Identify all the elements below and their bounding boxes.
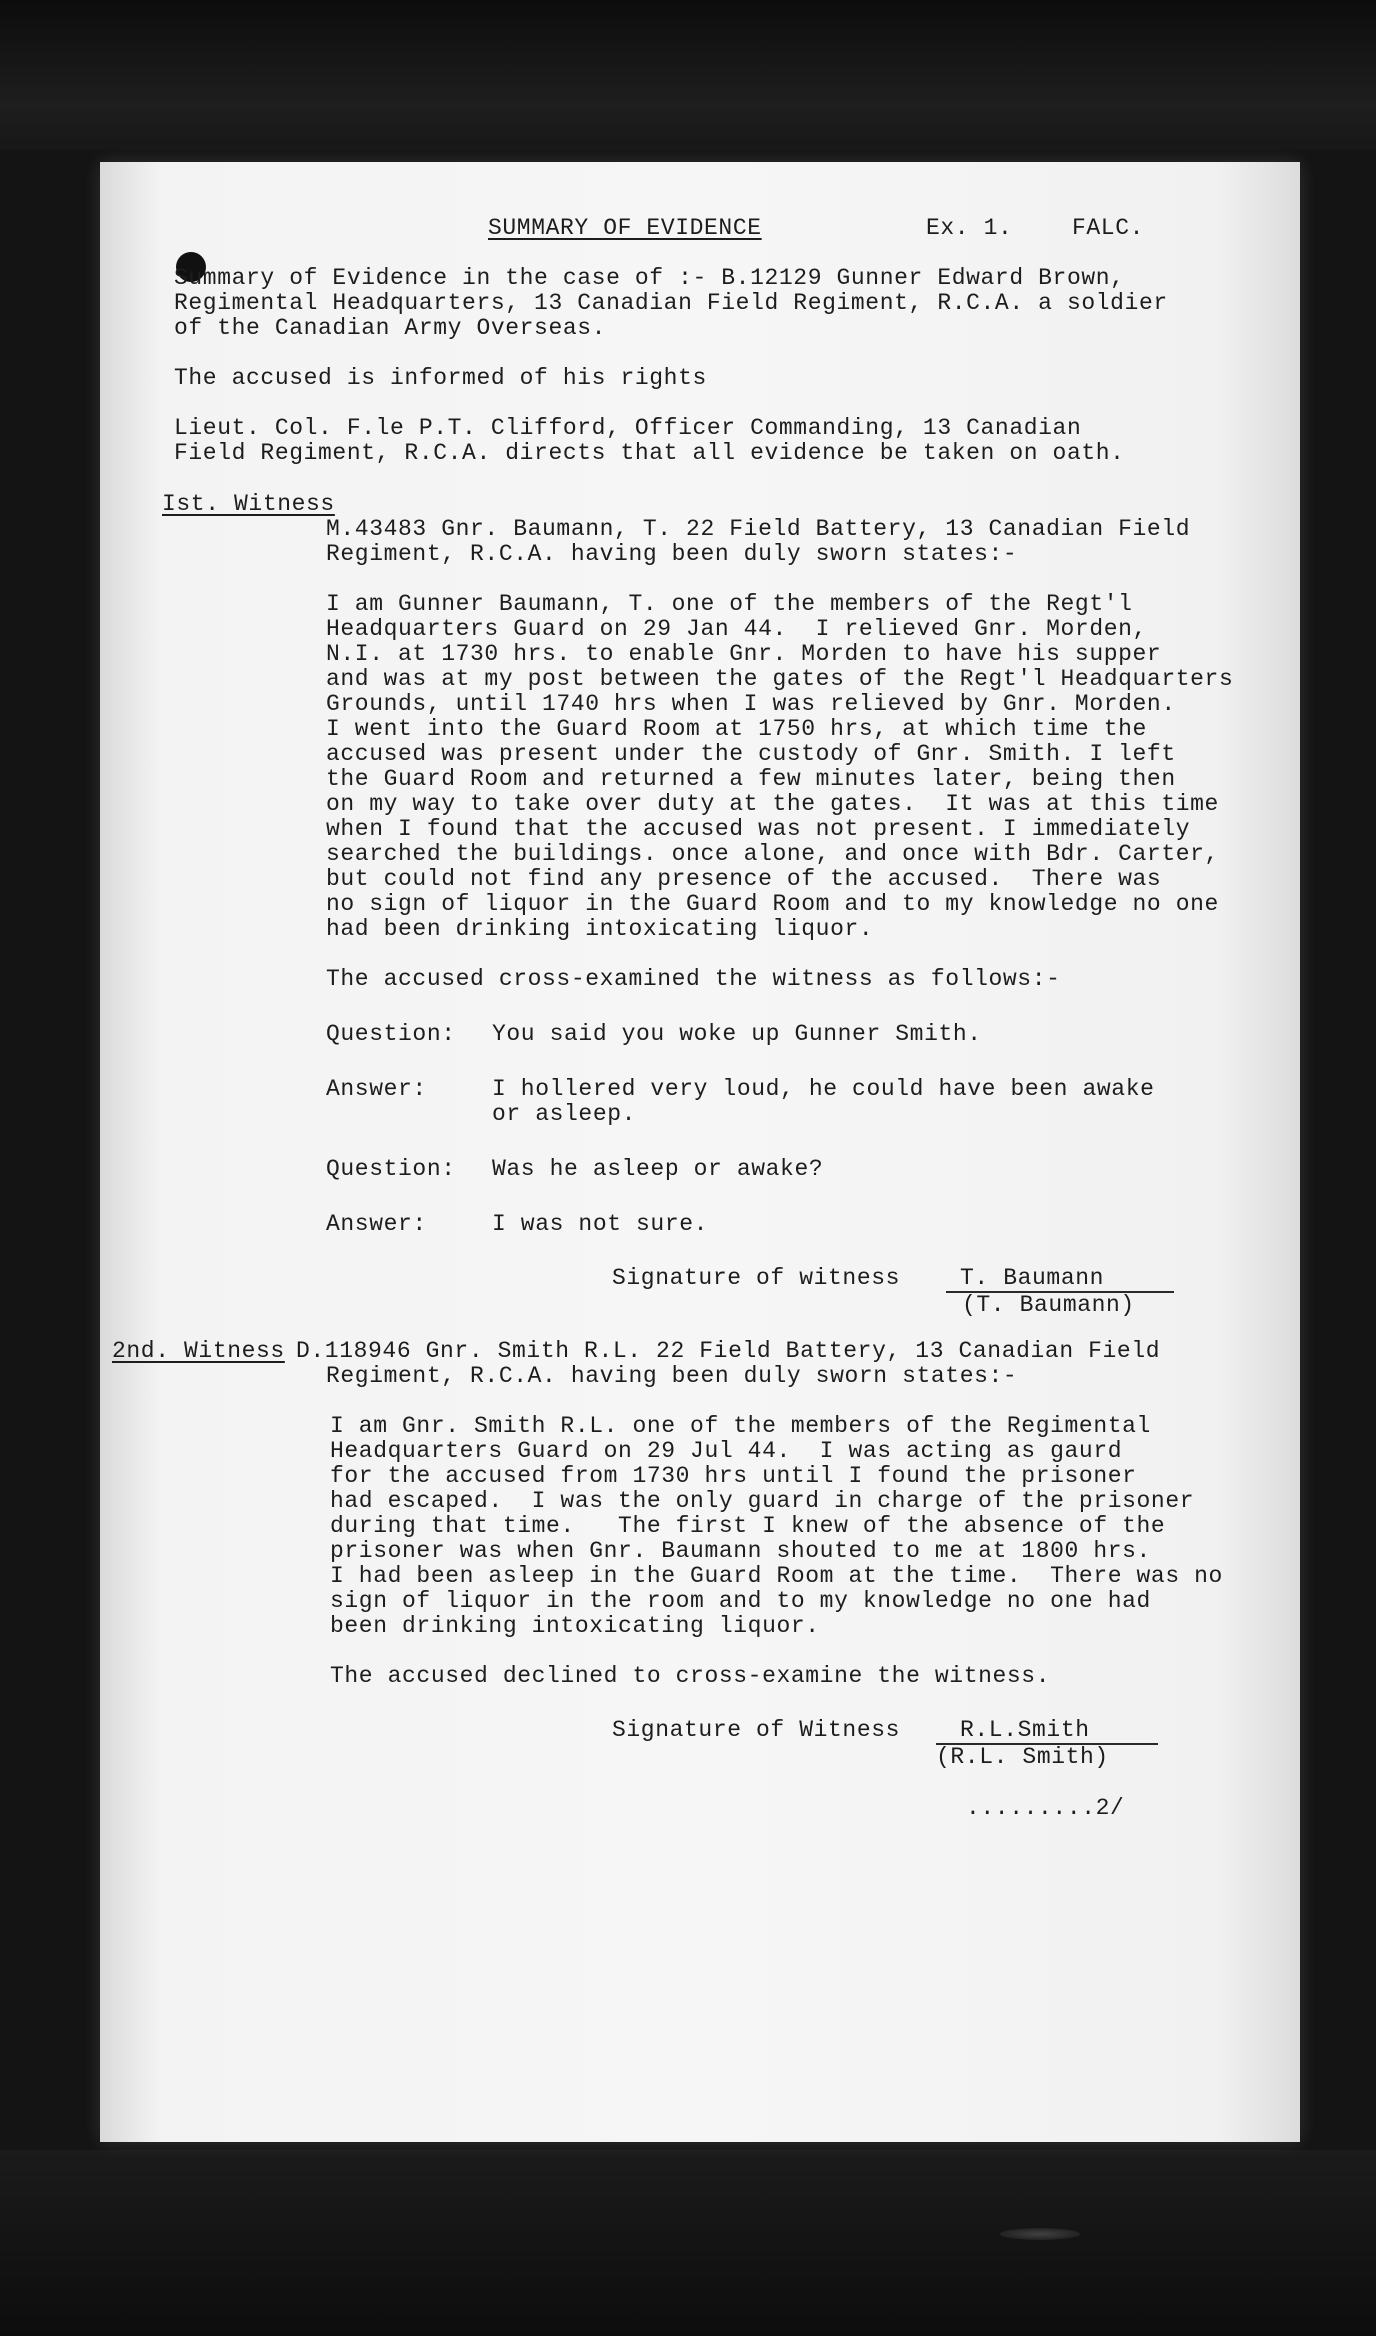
witness2-statement-line: Headquarters Guard on 29 Jul 44. I was acting as gaurd	[330, 1438, 1123, 1464]
witness1-header-line: Regiment, R.C.A. having been duly sworn states:-	[326, 541, 1018, 567]
qa-text: or asleep.	[492, 1101, 637, 1127]
witness2-printed-name: (R.L. Smith)	[936, 1744, 1109, 1770]
witness2-label: 2nd. Witness	[112, 1338, 285, 1364]
qa-text: Was he asleep or awake?	[492, 1156, 824, 1182]
file-code: FALC.	[1072, 215, 1145, 241]
cross-exam-declined: The accused declined to cross-examine the witness.	[330, 1663, 1051, 1689]
witness1-statement-line: accused was present under the custody of Gnr. Smith. I left	[326, 741, 1176, 767]
witness1-header-line: M.43483 Gnr. Baumann, T. 22 Field Battery, 13 Canadian Field	[326, 516, 1191, 542]
signature-label: Signature of witness	[612, 1265, 901, 1291]
witness2-statement-line: prisoner was when Gnr. Baumann shouted to me at 1800 hrs.	[330, 1538, 1151, 1564]
exhibit-number: Ex. 1.	[926, 215, 1013, 241]
intro-line: Summary of Evidence in the case of :- B.12129 Gunner Edward Brown,	[174, 265, 1125, 291]
witness2-statement-line: sign of liquor in the room and to my knowledge no one had	[330, 1588, 1151, 1614]
witness1-statement-line: and was at my post between the gates of the Regt'l Headquarters	[326, 666, 1234, 692]
witness1-statement-line: but could not find any presence of the accused. There was	[326, 866, 1162, 892]
intro-line: of the Canadian Army Overseas.	[174, 315, 607, 341]
film-border-top	[0, 0, 1376, 150]
document-page	[100, 162, 1300, 2142]
witness1-statement-line: Grounds, until 1740 hrs when I was relieved by Gnr. Morden.	[326, 691, 1176, 717]
film-scratch	[1000, 2228, 1080, 2240]
qa-label: Answer:	[326, 1076, 427, 1102]
qa-label: Question:	[326, 1156, 456, 1182]
witness2-statement-line: I am Gnr. Smith R.L. one of the members of the Regimental	[330, 1413, 1151, 1439]
witness2-statement-line: had escaped. I was the only guard in charge of the prisoner	[330, 1488, 1195, 1514]
witness1-statement-line: N.I. at 1730 hrs. to enable Gnr. Morden to have his supper	[326, 641, 1162, 667]
continuation-marker: .........2/	[966, 1795, 1125, 1821]
qa-text: You said you woke up Gunner Smith.	[492, 1021, 982, 1047]
witness1-statement-line: when I found that the accused was not present. I immediately	[326, 816, 1191, 842]
qa-text: I hollered very loud, he could have been awake	[492, 1076, 1155, 1102]
intro-line: Regimental Headquarters, 13 Canadian Field Regiment, R.C.A. a soldier	[174, 290, 1168, 316]
witness2-statement-line: for the accused from 1730 hrs until I found the prisoner	[330, 1463, 1137, 1489]
witness1-statement-line: the Guard Room and returned a few minutes later, being then	[326, 766, 1176, 792]
witness1-statement-line: had been drinking intoxicating liquor.	[326, 916, 874, 942]
witness2-statement-line: I had been asleep in the Guard Room at the time. There was no	[330, 1563, 1223, 1589]
witness2-header-line: Regiment, R.C.A. having been duly sworn states:-	[326, 1363, 1018, 1389]
witness1-statement-line: I am Gunner Baumann, T. one of the members of the Regt'l	[326, 591, 1133, 617]
signature-label: Signature of Witness	[612, 1717, 901, 1743]
cross-exam-intro: The accused cross-examined the witness as follows:-	[326, 966, 1061, 992]
film-border-bottom	[0, 2150, 1376, 2336]
witness1-statement-line: searched the buildings. once alone, and once with Bdr. Carter,	[326, 841, 1219, 867]
witness1-statement-line: on my way to take over duty at the gates. It was at this time	[326, 791, 1219, 817]
witness2-header-line: D.118946 Gnr. Smith R.L. 22 Field Battery, 13 Canadian Field	[296, 1338, 1161, 1364]
qa-label: Answer:	[326, 1211, 427, 1237]
witness1-statement-line: I went into the Guard Room at 1750 hrs, at which time the	[326, 716, 1147, 742]
oath-line: Field Regiment, R.C.A. directs that all evidence be taken on oath.	[174, 440, 1125, 466]
qa-label: Question:	[326, 1021, 456, 1047]
oath-line: Lieut. Col. F.le P.T. Clifford, Officer Commanding, 13 Canadian	[174, 415, 1082, 441]
qa-text: I was not sure.	[492, 1211, 709, 1237]
witness1-statement-line: Headquarters Guard on 29 Jan 44. I relieved Gnr. Morden,	[326, 616, 1147, 642]
witness1-statement-line: no sign of liquor in the Guard Room and to my knowledge no one	[326, 891, 1219, 917]
witness2-statement-line: been drinking intoxicating liquor.	[330, 1613, 820, 1639]
witness2-signature: R.L.Smith	[960, 1717, 1090, 1743]
witness1-signature: T. Baumann	[960, 1265, 1105, 1291]
rights-statement: The accused is informed of his rights	[174, 365, 707, 391]
witness2-statement-line: during that time. The first I knew of the absence of the	[330, 1513, 1166, 1539]
witness1-label: Ist. Witness	[162, 491, 335, 517]
document-title: SUMMARY OF EVIDENCE	[488, 215, 762, 241]
witness1-printed-name: (T. Baumann)	[962, 1292, 1135, 1318]
